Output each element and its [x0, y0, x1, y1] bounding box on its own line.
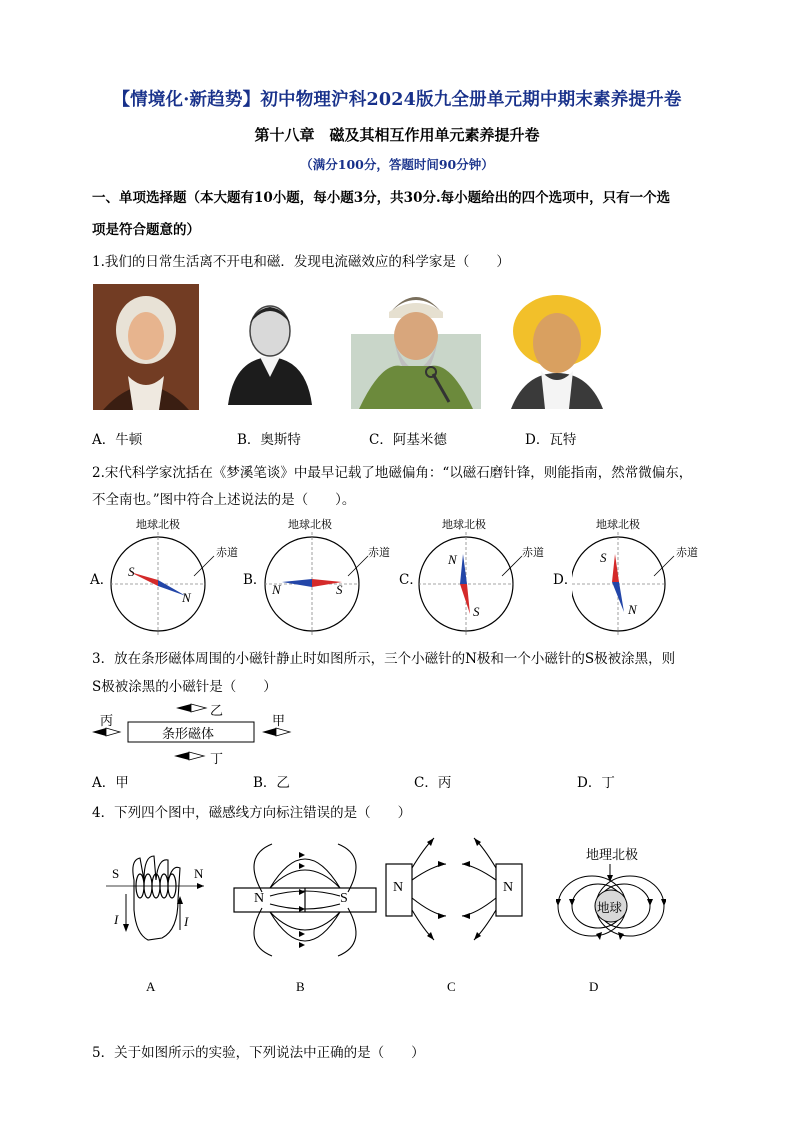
q1-option-b[interactable]: B．奥斯特: [237, 432, 301, 448]
q1-option-d[interactable]: D．瓦特: [525, 432, 577, 448]
q3-diagram: [90, 698, 310, 768]
equator-label-b: 赤道: [368, 546, 390, 559]
q3-stem-line2: S极被涂黑的小磁针是（ ）: [92, 679, 277, 695]
q4c-n-right: N: [503, 880, 514, 895]
chapter-title: 第十八章 磁及其相互作用单元素养提升卷: [254, 126, 540, 144]
q4a-current-right: I: [184, 914, 189, 929]
portrait-watt: [501, 287, 613, 409]
q4-caption-a[interactable]: A: [146, 979, 156, 994]
q2-compass-d: [572, 516, 732, 638]
equator-label-a: 赤道: [216, 546, 238, 559]
q4-figure-a: [100, 850, 210, 960]
q2-compass-b: [262, 516, 422, 638]
q3-option-d[interactable]: D．丁: [577, 775, 615, 791]
q3-option-b[interactable]: B．乙: [253, 775, 290, 791]
q4b-s-label: S: [340, 891, 348, 906]
q3-stem-line1: 3．放在条形磁体周围的小磁针静止时如图所示，三个小磁针的N极和一个小磁针的S极被涂黑，则: [92, 651, 676, 667]
q4b-n-label: N: [254, 891, 265, 906]
q4c-n-left: N: [393, 880, 404, 895]
q4a-n-label: N: [194, 866, 204, 881]
n-label-d: N: [628, 602, 637, 617]
needle-bing-label: 丙: [100, 714, 114, 729]
equator-label-c: 赤道: [522, 546, 544, 559]
q4d-earth-label: 地球: [597, 900, 623, 915]
section-heading-line1: 一、单项选择题（本大题有10小题，每小题3分，共30分.每小题给出的四个选项中，只有一个选: [92, 190, 671, 206]
s-label-d: S: [600, 550, 607, 565]
q2-compass-c: [418, 516, 578, 638]
q2-option-a[interactable]: A．: [90, 572, 114, 588]
q1-stem: 1.我们的日常生活离不开电和磁．发现电流磁效应的科学家是（ ）: [92, 254, 510, 270]
portrait-archimedes: [351, 284, 481, 409]
q4-caption-b[interactable]: B: [296, 979, 305, 994]
q4-caption-c[interactable]: C: [447, 979, 456, 994]
q4a-s-label: S: [112, 866, 120, 881]
q4a-current-left: I: [114, 912, 119, 927]
q2-option-b[interactable]: B．: [243, 572, 267, 588]
q2-stem-line1: 2.宋代科学家沈括在《梦溪笔谈》中最早记载了地磁偏角：“以磁石磨针锋，则能指南，然常微偏东，: [92, 465, 693, 481]
s-label-c: S: [473, 604, 480, 619]
q4-figure-b: [232, 836, 392, 961]
q2-option-d[interactable]: D．: [553, 572, 578, 588]
needle-yi-label: 乙: [210, 704, 224, 719]
north-label-c: 地球北极: [442, 518, 486, 531]
q4-figure-d: [556, 844, 666, 948]
north-label-d: 地球北极: [596, 518, 640, 531]
n-label-c: N: [448, 552, 457, 567]
q4d-geo-north-label: 地理北极: [586, 848, 639, 863]
q1-option-c[interactable]: C．阿基米德: [369, 432, 447, 448]
q1-option-a[interactable]: A．牛顿: [92, 432, 143, 448]
n-label-b: N: [272, 582, 281, 597]
score-info: （满分100分，答题时间90分钟）: [300, 157, 494, 172]
q3-option-a[interactable]: A．甲: [92, 775, 129, 791]
q3-option-c[interactable]: C．丙: [414, 775, 452, 791]
q2-stem-line2: 不全南也。”图中符合上述说法的是（ ）。: [92, 492, 356, 508]
north-label-a: 地球北极: [136, 518, 180, 531]
s-label-b: S: [336, 582, 343, 597]
q2-option-c[interactable]: C．: [399, 572, 423, 588]
q4-stem: 4．下列四个图中，磁感线方向标注错误的是（ ）: [92, 805, 412, 821]
q4-figure-c: [384, 834, 524, 946]
portrait-newton: [93, 284, 199, 410]
portrait-oersted: [214, 293, 326, 405]
document-title: 【情境化·新趋势】初中物理沪科2024版九全册单元期中期末素养提升卷: [112, 90, 682, 110]
equator-label-d: 赤道: [676, 546, 698, 559]
section-heading-line2: 项是符合题意的）: [92, 222, 200, 238]
needle-jia-label: 甲: [272, 714, 286, 729]
needle-ding-label: 丁: [210, 752, 224, 767]
q5-stem: 5．关于如图所示的实验，下列说法中正确的是（ ）: [92, 1045, 425, 1061]
s-label-a: S: [128, 564, 135, 579]
bar-magnet-label: 条形磁体: [162, 727, 215, 742]
q4-caption-d[interactable]: D: [589, 979, 599, 994]
north-label-b: 地球北极: [288, 518, 332, 531]
n-label-a: N: [182, 590, 191, 605]
q2-compass-a: [110, 516, 270, 638]
